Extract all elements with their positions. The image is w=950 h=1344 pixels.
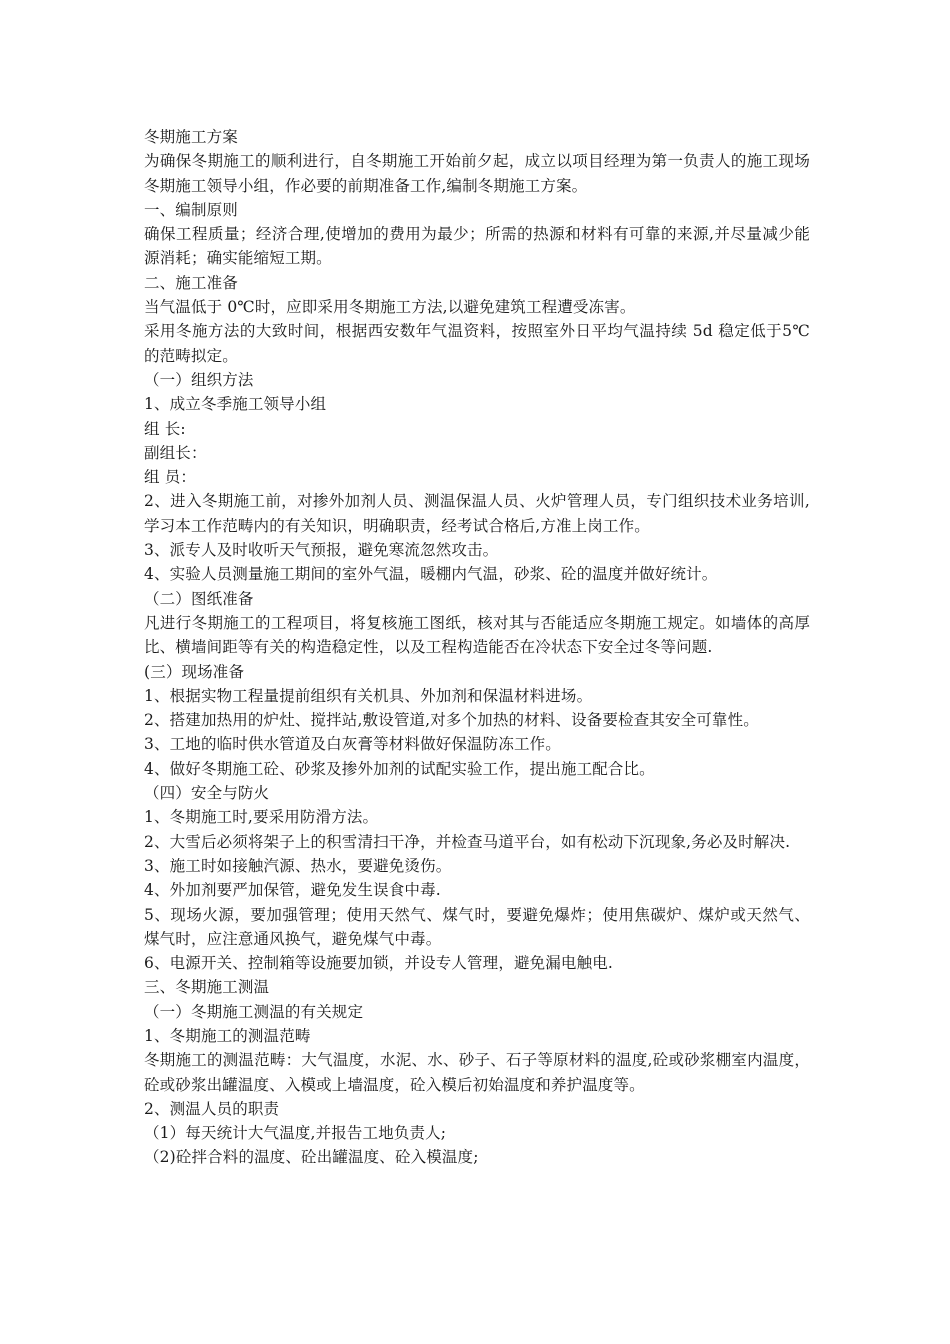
list-item: 1、冬期施工时,要采用防滑方法。 <box>144 808 379 827</box>
list-item: 2、测温人员的职责 <box>144 1099 280 1118</box>
paragraph: 凡进行冬期施工的工程项目，将复核施工图纸，核对其与否能适应冬期施工规定。如墙体的高厚比、横墙间距等有关的构造稳定性，以及工程构造能否在冷状态下安全过冬等问题. <box>144 613 810 657</box>
list-item: 2、大雪后必须将架子上的积雪清扫干净，并检查马道平台，如有松动下沉现象,务必及时解决. <box>144 832 791 851</box>
list-item: 3、施工时如接触汽源、热水，要避免烫伤。 <box>144 856 452 875</box>
list-item: 1、根据实物工程量提前组织有关机具、外加剂和保温材料进场。 <box>144 686 593 705</box>
section-heading: 二、施工准备 <box>144 273 238 292</box>
subsection-heading: （一）冬期施工测温的有关规定 <box>144 1002 364 1021</box>
list-item: 6、电源开关、控制箱等设施要加锁，并设专人管理，避免漏电触电. <box>144 954 613 973</box>
subsection-heading: （二）图纸准备 <box>144 589 254 608</box>
list-item: 1、成立冬季施工领导小组 <box>144 395 327 414</box>
list-item: 1、冬期施工的测温范畴 <box>144 1026 311 1045</box>
paragraph: 采用冬施方法的大致时间，根据西安数年气温资料，按照室外日平均气温持续 5d 稳定低于5℃的范畴拟定。 <box>144 322 810 365</box>
list-item: 副组长： <box>144 443 207 462</box>
subsection-heading: (三）现场准备 <box>144 662 245 681</box>
list-item: 5、现场火源，要加强管理；使用天然气、煤气时，要避免爆炸；使用焦碳炉、煤炉或天然气、煤气时，应注意通风换气，避免煤气中毒。 <box>144 905 810 948</box>
list-item: 4、实验人员测量施工期间的室外气温，暖棚内气温，砂浆、砼的温度并做好统计。 <box>144 565 718 584</box>
subsection-heading: （一）组织方法 <box>144 370 254 389</box>
list-item: （1）每天统计大气温度,并报告工地负责人; <box>144 1124 447 1143</box>
document-body <box>144 125 810 1170</box>
paragraph: 确保工程质量；经济合理,使增加的费用为最少；所需的热源和材料有可靠的来源,并尽量减少能源消耗；确实能缩短工期。 <box>144 225 810 268</box>
list-item: 2、进入冬期施工前，对掺外加剂人员、测温保温人员、火炉管理人员，专门组织技术业务培训,学习本工作范畴内的有关知识，明确职责，经考试合格后,方准上岗工作。 <box>144 492 810 535</box>
list-item: 2、搭建加热用的炉灶、搅拌站,敷设管道,对多个加热的材料、设备要检查其安全可靠性。 <box>144 711 759 730</box>
list-item: 组 员： <box>144 468 197 487</box>
section-heading: 一、编制原则 <box>144 200 238 219</box>
subsection-heading: （四）安全与防火 <box>144 784 270 803</box>
list-item: 4、做好冬期施工砼、砂浆及掺外加剂的试配实验工作，提出施工配合比。 <box>144 759 655 778</box>
paragraph: 冬期施工的测温范畴：大气温度，水泥、水、砂子、石子等原材料的温度,砼或砂浆棚室内温度，砼或砂浆出罐温度、入模或上墙温度，砼入模后初始温度和养护温度等。 <box>144 1051 810 1094</box>
list-item: 组 长: <box>144 419 186 438</box>
document-title: 冬期施工方案 <box>144 128 238 146</box>
list-item: 3、派专人及时收听天气预报，避免寒流忽然攻击。 <box>144 541 499 560</box>
paragraph: 当气温低于 0℃时，应即采用冬期施工方法,以避免建筑工程遭受冻害。 <box>144 298 636 317</box>
list-item: （2)砼拌合料的温度、砼出罐温度、砼入模温度; <box>144 1148 479 1167</box>
list-item: 3、工地的临时供水管道及白灰膏等材料做好保温防冻工作。 <box>144 735 561 754</box>
paragraph-intro: 为确保冬期施工的顺利进行，自冬期施工开始前夕起，成立以项目经理为第一负责人的施工现场冬期施工领导小组，作必要的前期准备工作,编制冬期施工方案。 <box>144 152 810 195</box>
section-heading: 三、冬期施工测温 <box>144 978 270 997</box>
list-item: 4、外加剂要严加保管，避免发生误食中毒. <box>144 881 441 900</box>
